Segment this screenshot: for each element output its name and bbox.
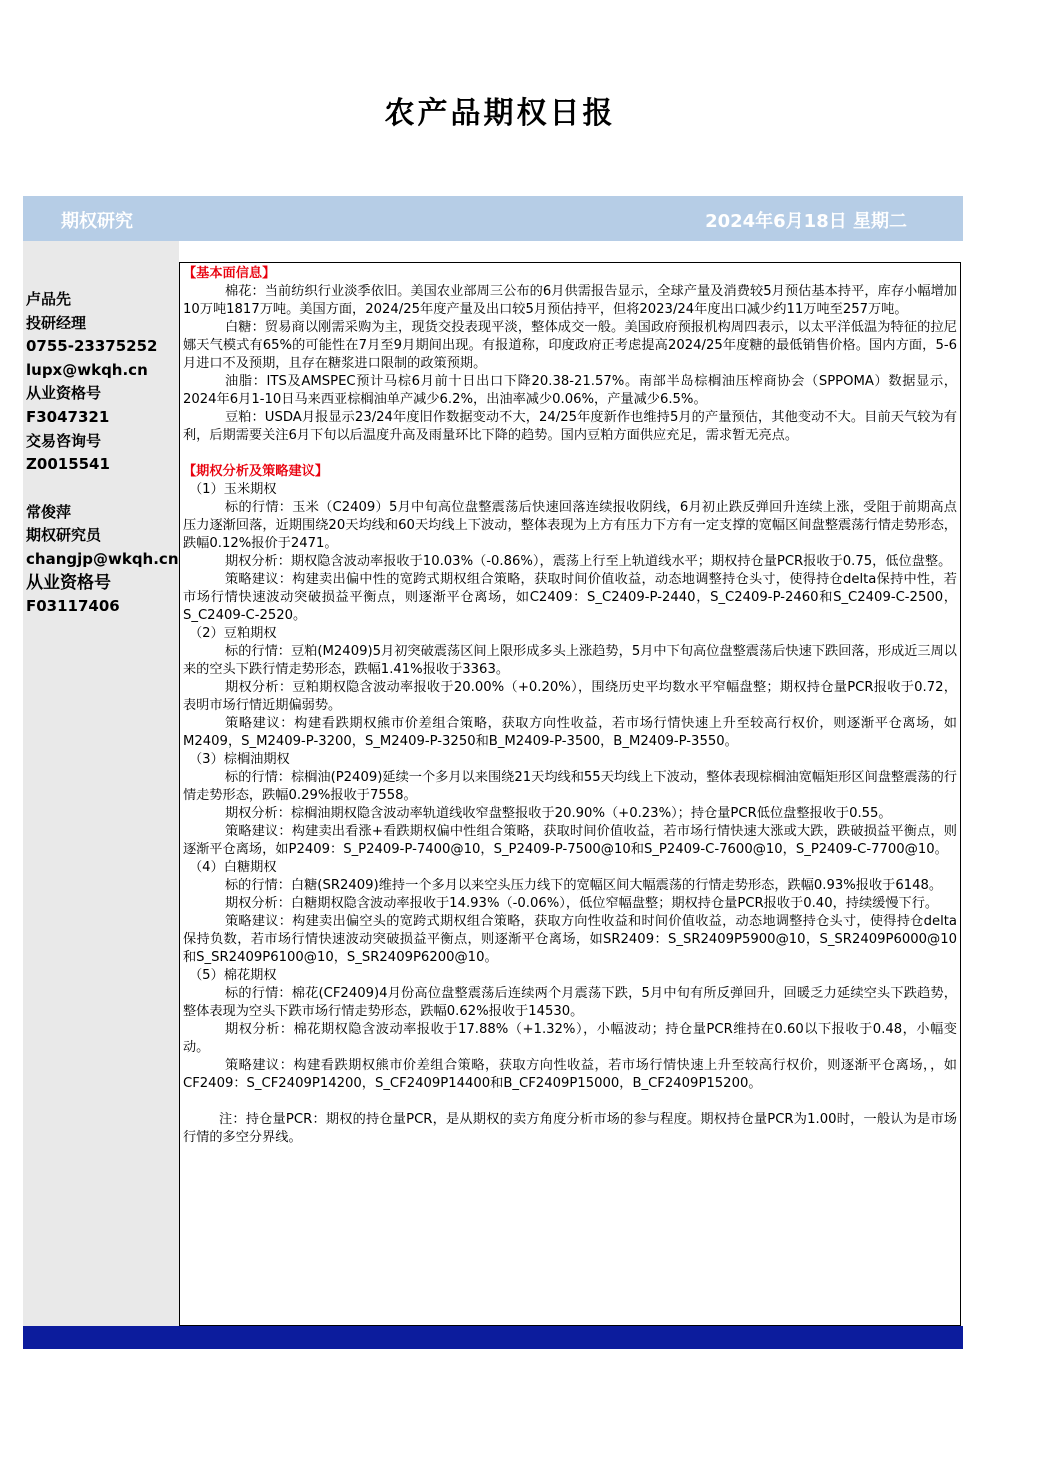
corn-option-title: （1）玉米期权 (189, 482, 277, 497)
analyst-name: 卢品先 (26, 290, 72, 308)
soymeal-option-analysis: 期权分析：豆粕期权隐含波动率报收于20.00%（+0.20%），围绕历史平均数水平窄幅盘整；期权持仓量PCR报收于0.72，表明市场行情近期偏弱势。 (183, 680, 957, 713)
sugar-fundamentals: 白糖：贸易商以刚需采购为主，现货交投表现平淡，整体成交一般。美国政府预报机构周四表示，以太平洋低温为特征的拉尼娜天气模式有65%的可能性在7月至9月期间出现。有报道称，印度政府正考虑提高2024/25年度糖的最低销售价格。国内方面，5-6月进口不及预期，且存在糖浆进口限制的政策预期。 (183, 320, 957, 371)
corn-option-analysis: 期权分析：期权隐含波动率报收于10.03%（-0.86%），震荡上行至上轨道线水平；期权持仓量PCR报收于0.75，低位盘整。 (225, 554, 952, 569)
soymeal-fundamentals: 豆粕：USDA月报显示23/24年度旧作数据变动不大，24/25年度新作也维持5月的产量预估，其他变动不大。目前天气较为有利，后期需要关注6月下旬以后温度升高及雨量环比下降的趋势。国内豆粕方面供应充足，需求暂无亮点。 (183, 410, 957, 443)
qualification-label: 从业资格号 (26, 572, 111, 593)
cotton-option-analysis: 期权分析：棉花期权隐含波动率报收于17.88%（+1.32%），小幅波动；持仓量PCR维持在0.60以下报收于0.48，小幅变动。 (183, 1022, 957, 1055)
analyst-role: 期权研究员 (26, 526, 102, 545)
palm-oil-market: 标的行情：棕榈油(P2409)延续一个多月以来围绕21天均线和55天均线上下波动，整体表现棕榈油宽幅矩形区间盘整震荡的行情走势形态，跌幅0.29%报收于7558。 (183, 770, 957, 803)
report-title: 农产品期权日报 (384, 96, 616, 131)
palm-oil-option-title: （3）棕榈油期权 (189, 752, 290, 767)
report-date: 2024年6月18日 星期二 (705, 211, 907, 232)
palm-oil-strategy: 策略建议：构建卖出看涨+看跌期权偏中性组合策略，获取时间价值收益，若市场行情快速大涨或大跌，跌破损益平衡点，则逐渐平仓离场，如P2409：S_P2409-P-7400@10，S_P2409-P-7500@10和S_P2409-C-7600@10，S_P2409-C-7700@10。 (183, 824, 957, 857)
cotton-fundamentals: 棉花：当前纺织行业淡季依旧。美国农业部周三公布的6月供需报告显示，全球产量及消费较5月预估基本持平，库存小幅增加10万吨1817万吨。美国方面，2024/25年度产量及出口较5月预估持平，但将2023/24年度出口减少约11万吨至257万吨。 (183, 284, 957, 317)
corn-strategy: 策略建议：构建卖出偏中性的宽跨式期权组合策略，获取时间价值收益，动态地调整持仓头寸，使得持仓delta保持中性，若市场行情快速波动突破损益平衡点，则逐渐平仓离场，如C2409：S_C2409-P-2440，S_C2409-P-2460和S_C2409-C-2500，S_C2409-C-2520。 (183, 572, 957, 623)
corn-market: 标的行情：玉米（C2409）5月中旬高位盘整震荡后快速回落连续报收阴线，6月初止跌反弹回升连续上涨，受阻于前期高点压力逐渐回落，近期围绕20天均线和60天均线上下波动，整体表现为上方有压力下方有一定支撑的宽幅区间盘整震荡行情走势形态，跌幅0.12%报价于2471。 (183, 500, 957, 551)
section-gap (183, 445, 957, 463)
consult-label: 交易咨询号 (26, 431, 102, 450)
palm-oil-option-analysis: 期权分析：棕榈油期权隐含波动率轨道线收窄盘整报收于20.90%（+0.23%）；持仓量PCR低位盘整报收于0.55。 (225, 806, 892, 821)
analyst-role: 投研经理 (26, 313, 87, 332)
header-banner (23, 196, 963, 241)
analyst-email[interactable]: lupx@wkqh.cn (26, 360, 148, 379)
section-label: 期权研究 (61, 211, 133, 232)
consult-number: Z0015541 (26, 455, 110, 474)
analysis-header: 【期权分析及策略建议】 (183, 464, 329, 479)
qualification-number: F3047321 (26, 407, 110, 426)
footer-bar (23, 1326, 963, 1349)
sugar-option-title: （4）白糖期权 (189, 860, 277, 875)
sugar-option-analysis: 期权分析：白糖期权隐含波动率报收于14.93%（-0.06%），低位窄幅盘整；期权持仓量PCR报收于0.40，持续缓慢下行。 (225, 896, 939, 911)
contact-info (26, 288, 179, 619)
analyst-phone: 0755-23375252 (26, 337, 158, 356)
soymeal-strategy: 策略建议：构建看跌期权熊市价差组合策略，获取方向性收益，若市场行情快速上升至较高行权价，则逐渐平仓离场，如M2409，S_M2409-P-3200，S_M2409-P-3250和B_M2409-P-3500，B_M2409-P-3550。 (183, 716, 957, 749)
qualification-label: 从业资格号 (26, 384, 102, 403)
cotton-strategy: 策略建议：构建看跌期权熊市价差组合策略，获取方向性收益，若市场行情快速上升至较高行权价，则逐渐平仓离场，，如CF2409：S_CF2409P14200，S_CF2409P14400和B_CF2409P15000，B_CF2409P15200。 (183, 1058, 957, 1091)
analyst-name: 常俊萍 (26, 502, 72, 521)
qualification-number: F03117406 (26, 597, 120, 616)
sugar-market: 标的行情：白糖(SR2409)维持一个多月以来空头压力线下的宽幅区间大幅震荡的行情走势形态，跌幅0.93%报收于6148。 (225, 878, 943, 893)
analyst-email[interactable]: changjp@wkqh.cn (26, 549, 179, 568)
cotton-option-title: （5）棉花期权 (189, 968, 277, 983)
contact-spacer (26, 477, 179, 501)
sugar-strategy: 策略建议：构建卖出偏空头的宽跨式期权组合策略，获取方向性收益和时间价值收益，动态地调整持仓头寸，使得持仓delta保持负数，若市场行情快速波动突破损益平衡点，则逐渐平仓离场，如SR2409：S_SR2409P5900@10，S_SR2409P6000@10和S_SR2409P6100@10，S_SR2409P6200@10。 (183, 914, 957, 965)
pcr-note: 注：持仓量PCR：期权的持仓量PCR，是从期权的卖方角度分析市场的参与程度。期权持仓量PCR为1.00时，一般认为是市场行情的多空分界线。 (183, 1112, 957, 1145)
cotton-market: 标的行情：棉花(CF2409)4月份高位盘整震荡后连续两个月震荡下跌，5月中旬有所反弹回升，回暖乏力延续空头下跌趋势，整体表现为空头下跌市场行情走势形态，跌幅0.62%报收于14530。 (183, 986, 957, 1019)
fundamentals-header: 【基本面信息】 (183, 266, 276, 281)
soymeal-market: 标的行情：豆粕(M2409)5月初突破震荡区间上限形成多头上涨趋势，5月中下旬高位盘整震荡后快速下跌回落，形成近三周以来的空头下跌行情走势形态，跌幅1.41%报收于3363。 (183, 644, 957, 677)
palm-oil-fundamentals: 油脂：ITS及AMSPEC预计马棕6月前十日出口下降20.38-21.57%。南部半岛棕榈油压榨商协会（SPPOMA）数据显示，2024年6月1-10日马来西亚棕榈油单产减少6.2%，出油率减少0.06%，产量减少6.5%。 (183, 374, 957, 407)
report-body (179, 262, 961, 1326)
soymeal-option-title: （2）豆粕期权 (189, 626, 277, 641)
